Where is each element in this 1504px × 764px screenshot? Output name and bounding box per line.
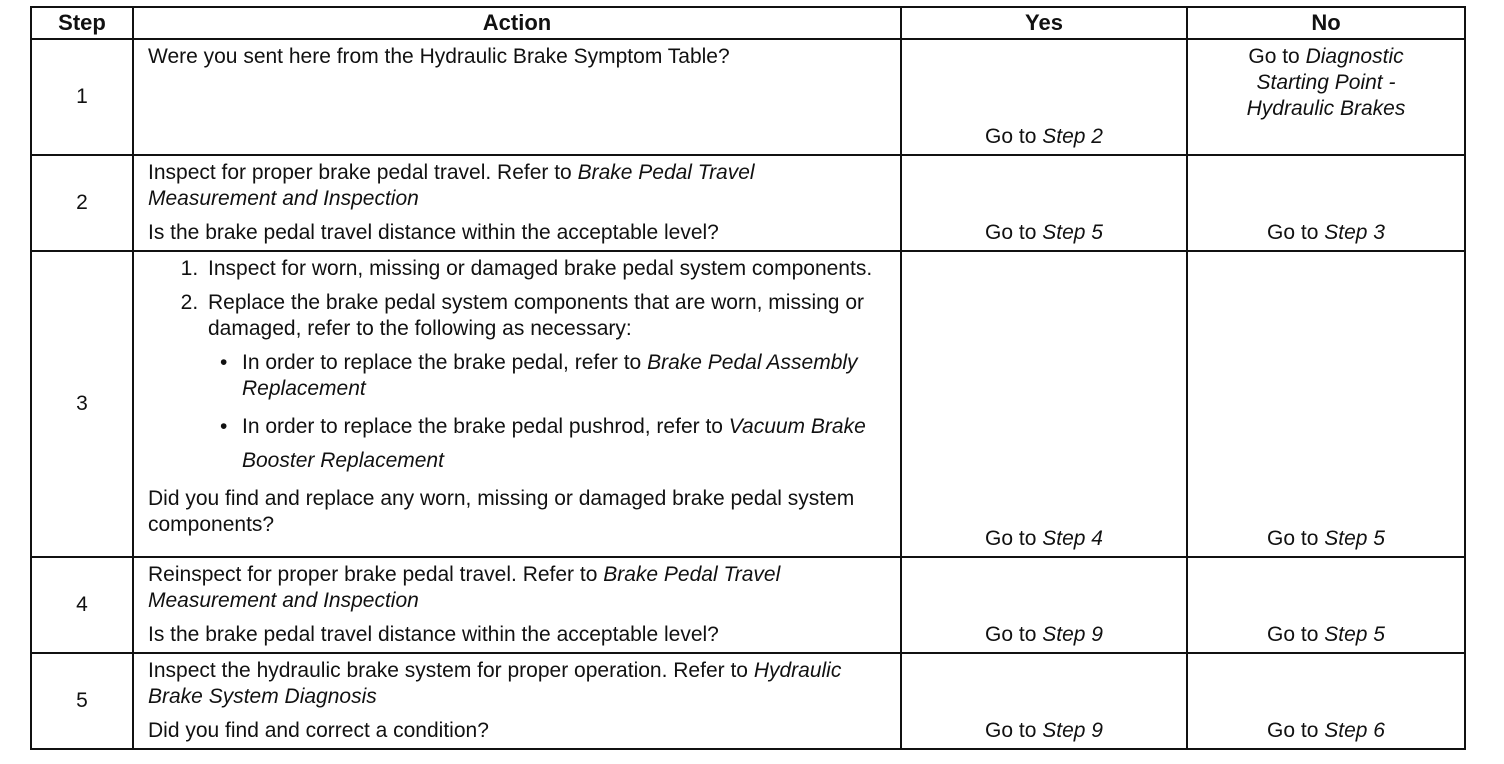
no-text: Go to: [1267, 623, 1325, 646]
header-no: No: [1187, 7, 1465, 39]
no-link[interactable]: Diagnostic Starting Point - Hydraulic Brakes: [1246, 45, 1406, 120]
instruction-intro: Inspect for proper brake pedal travel. Refer to: [148, 161, 578, 184]
step-number: 2: [31, 155, 133, 251]
instruction-text: [148, 562, 886, 614]
action-cell: [133, 557, 901, 653]
yes-text: Go to: [985, 221, 1043, 244]
bullet-icon: •: [220, 351, 228, 374]
step-number: 1: [31, 39, 133, 155]
yes-link[interactable]: Step 5: [1042, 221, 1103, 244]
step-number: 3: [31, 251, 133, 557]
reference-link[interactable]: Brake Pedal Travel Measurement and Inspection: [148, 161, 755, 210]
yes-cell: [901, 251, 1187, 557]
yes-link[interactable]: Step 2: [1042, 125, 1103, 148]
no-cell: [1187, 653, 1465, 749]
yes-text: Go to: [985, 125, 1043, 148]
no-cell: [1187, 251, 1465, 557]
question-text: Is the brake pedal travel distance within the acceptable level?: [148, 623, 719, 646]
yes-cell: [901, 39, 1187, 155]
step-number: 4: [31, 557, 133, 653]
instruction-intro: Inspect the hydraulic brake system for proper operation. Refer to: [148, 659, 754, 682]
yes-cell: [901, 653, 1187, 749]
no-text: Go to: [1267, 221, 1325, 244]
no-link[interactable]: Step 3: [1324, 221, 1385, 244]
bullet-text: In order to replace the brake pedal pushrod, refer to: [242, 415, 729, 438]
bullet-text: In order to replace the brake pedal, refer to: [242, 351, 648, 374]
numbered-list: [148, 256, 886, 478]
bullet-icon: •: [220, 415, 228, 438]
question-text: Is the brake pedal travel distance within the acceptable level?: [148, 221, 719, 244]
reference-link[interactable]: Hydraulic Brake System Diagnosis: [148, 659, 842, 708]
action-cell: [133, 39, 901, 155]
instruction-intro: Reinspect for proper brake pedal travel. Refer to: [148, 563, 604, 586]
reference-link[interactable]: Brake Pedal Assembly Replacement: [242, 351, 858, 400]
diagnostic-table: [30, 6, 1466, 750]
question-text: Did you find and correct a condition?: [148, 719, 489, 742]
no-text: Go to: [1248, 45, 1306, 68]
bullet-item: [220, 350, 886, 402]
instruction-text: [148, 160, 886, 212]
bullet-item: [220, 410, 886, 478]
no-cell: [1187, 155, 1465, 251]
yes-link[interactable]: Step 4: [1042, 527, 1103, 550]
instruction-text: [148, 658, 886, 710]
reference-link[interactable]: Vacuum Brake Booster Replacement: [242, 415, 866, 472]
yes-cell: [901, 155, 1187, 251]
step-number: 5: [31, 653, 133, 749]
no-link[interactable]: Step 5: [1324, 623, 1385, 646]
yes-text: Go to: [985, 719, 1043, 742]
table-row: [31, 557, 1465, 653]
question-text: Did you find and replace any worn, missing or damaged brake pedal system components?: [148, 487, 855, 536]
action-cell: [133, 155, 901, 251]
no-text: Go to: [1267, 719, 1325, 742]
bullet-list: [208, 350, 886, 478]
action-cell: [133, 653, 901, 749]
no-link[interactable]: Step 5: [1324, 527, 1385, 550]
table-row: [31, 653, 1465, 749]
no-text: Go to: [1267, 527, 1325, 550]
header-action: Action: [133, 7, 901, 39]
yes-cell: [901, 557, 1187, 653]
list-item-text: Replace the brake pedal system components that are worn, missing or damaged, refer to the following as necessary:: [208, 291, 864, 340]
no-link[interactable]: Step 6: [1324, 719, 1385, 742]
header-yes: Yes: [901, 7, 1187, 39]
list-item: 1. Inspect for worn, missing or damaged brake pedal system components.: [204, 256, 886, 282]
header-row: [31, 7, 1465, 39]
table-row: [31, 155, 1465, 251]
yes-link[interactable]: Step 9: [1042, 719, 1103, 742]
header-step: Step: [31, 7, 133, 39]
table-row: [31, 39, 1465, 155]
question-text: Were you sent here from the Hydraulic Brake Symptom Table?: [148, 45, 730, 68]
action-cell: [133, 251, 901, 557]
yes-text: Go to: [985, 623, 1043, 646]
list-item: [204, 290, 886, 478]
table-row: [31, 251, 1465, 557]
no-cell: [1187, 39, 1465, 155]
yes-text: Go to: [985, 527, 1043, 550]
reference-link[interactable]: Brake Pedal Travel Measurement and Inspection: [148, 563, 781, 612]
no-cell: [1187, 557, 1465, 653]
yes-link[interactable]: Step 9: [1042, 623, 1103, 646]
